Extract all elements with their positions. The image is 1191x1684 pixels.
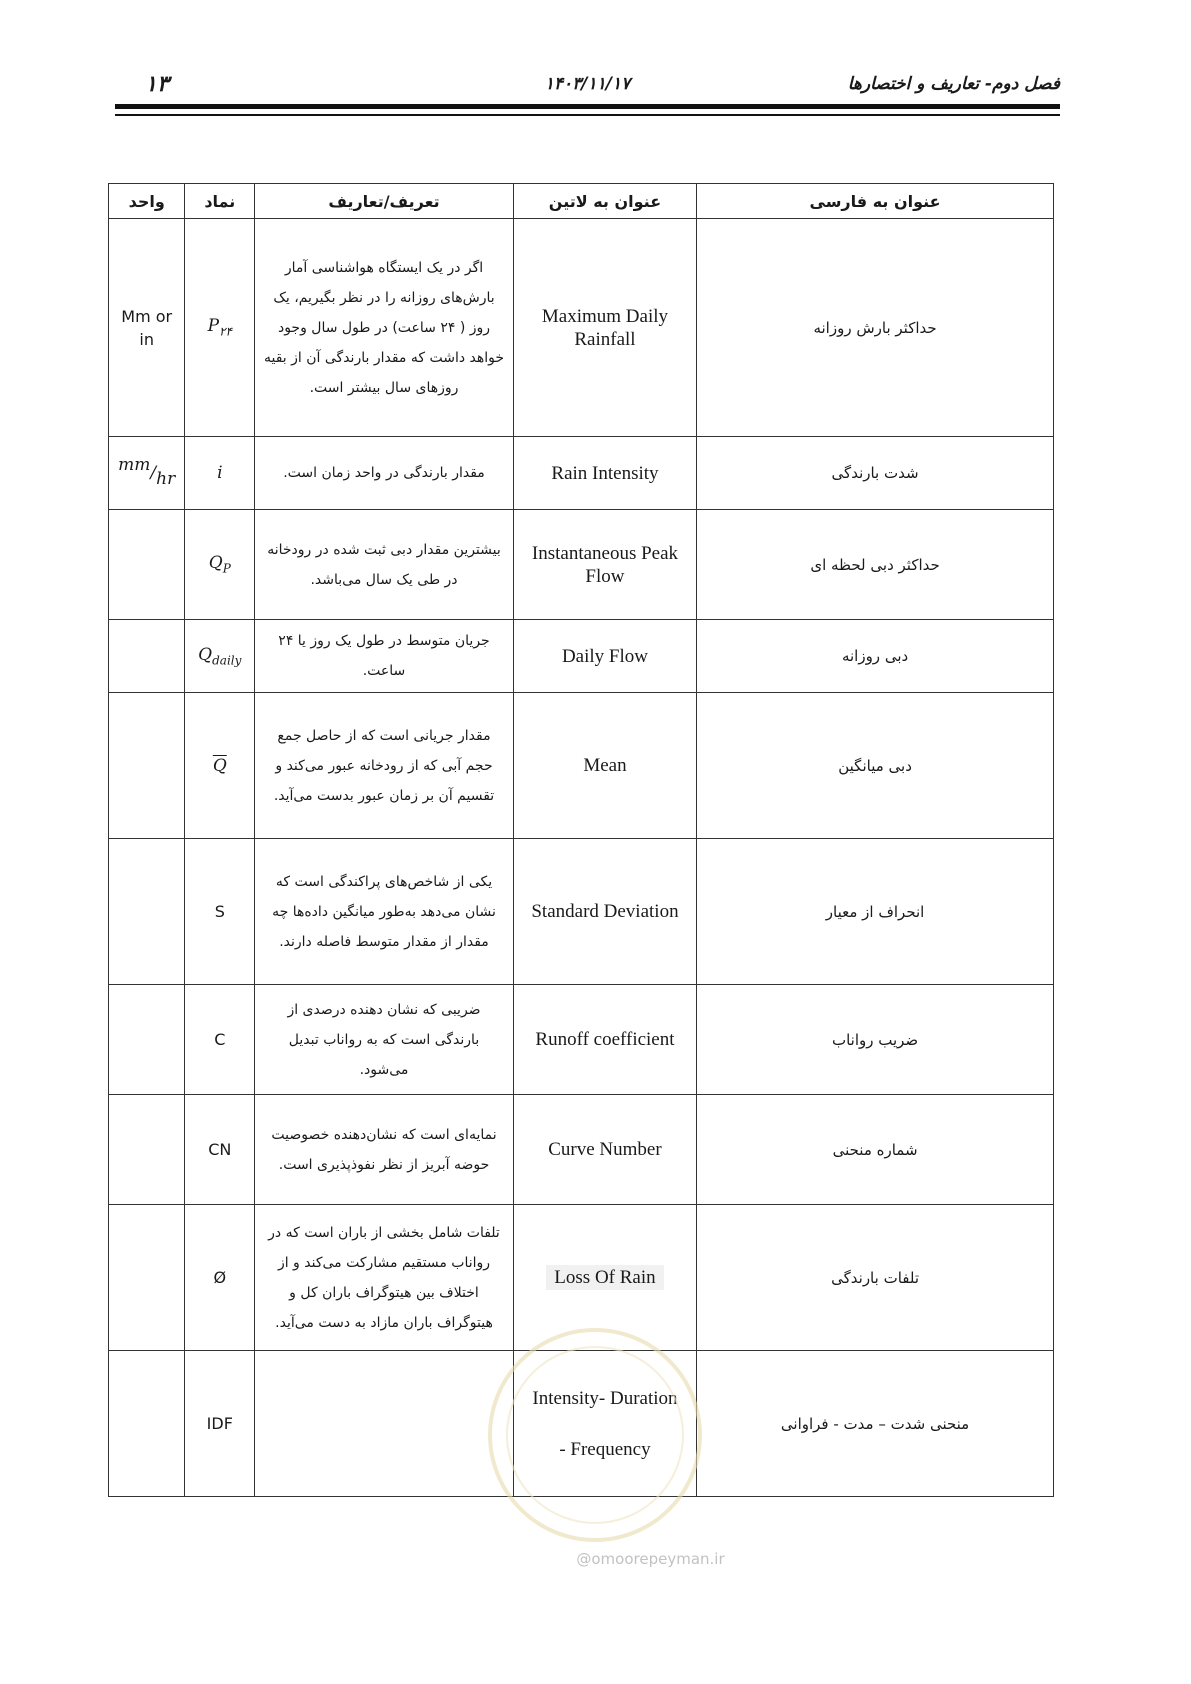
header-symbol: نماد <box>185 184 255 219</box>
symbol-cell: S <box>185 839 255 985</box>
header-farsi: عنوان به فارسی <box>697 184 1054 219</box>
farsi-title-cell: شماره منحنی <box>697 1095 1054 1205</box>
definition-cell: بیشترین مقدار دبی ثبت شده در رودخانه در طی یک سال می‌باشد. <box>255 510 514 620</box>
unit-cell <box>109 620 185 693</box>
latin-title-cell <box>513 1205 696 1351</box>
unit-cell: Mm or in <box>109 219 185 437</box>
table-row <box>109 839 1054 985</box>
symbol-cell: IDF <box>185 1351 255 1497</box>
definition-cell: ضریبی که نشان دهنده درصدی از بارندگی است که به رواناب تبدیل می‌شود. <box>255 985 514 1095</box>
unit-cell <box>109 1095 185 1205</box>
definition-cell: مقدار بارندگی در واحد زمان است. <box>255 437 514 510</box>
table-row <box>109 510 1054 620</box>
latin-title-cell: Runoff coefficient <box>513 985 696 1095</box>
definition-cell: اگر در یک ایستگاه هواشناسی آمار بارش‌های روزانه را در نظر بگیریم، یک روز ( ۲۴ ساعت) در طول سال وجود خواهد داشت که مقدار بارندگی آن از بقیه روزهای سال بیشتر است. <box>255 219 514 437</box>
symbol-cell <box>185 620 255 693</box>
latin-title-line-2: - Frequency <box>559 1438 651 1460</box>
header-unit: واحد <box>109 184 185 219</box>
definitions-table <box>108 183 1054 1497</box>
definition-cell: جریان متوسط در طول یک روز یا ۲۴ ساعت. <box>255 620 514 693</box>
watermark-site: @omoorepeyman.ir <box>576 1550 725 1568</box>
latin-title-cell <box>513 1351 696 1497</box>
table-row <box>109 437 1054 510</box>
symbol-cell <box>185 510 255 620</box>
farsi-title-cell: ضریب رواناب <box>697 985 1054 1095</box>
farsi-title-cell: حداکثر دبی لحظه ای <box>697 510 1054 620</box>
symbol-base: Q <box>198 644 213 665</box>
latin-title-cell: Daily Flow <box>513 620 696 693</box>
unit-numerator: mm <box>118 455 151 475</box>
farsi-title-cell: دبی میانگین <box>697 693 1054 839</box>
page-header <box>115 72 1060 102</box>
latin-title-cell: Mean <box>513 693 696 839</box>
header-rule-thin <box>115 114 1060 116</box>
unit-cell <box>109 510 185 620</box>
latin-title-cell: Instantaneous Peak Flow <box>513 510 696 620</box>
symbol-sub: daily <box>212 653 242 668</box>
unit-denominator: hr <box>156 469 176 489</box>
definition-cell: مقدار جریانی است که از حاصل جمع حجم آبی که از رودخانه عبور می‌کند و تقسیم آن بر زمان عبور بدست می‌آید. <box>255 693 514 839</box>
symbol-base: P <box>207 316 220 337</box>
definition-cell: یکی از شاخص‌های پراکندگی است که نشان می‌دهد به‌طور میانگین داده‌ها چه مقدار از مقدار متوسط فاصله دارند. <box>255 839 514 985</box>
farsi-title-cell: حداکثر بارش روزانه <box>697 219 1054 437</box>
latin-title-cell: Maximum Daily Rainfall <box>513 219 696 437</box>
definition-cell: نمایه‌ای است که نشان‌دهنده خصوصیت حوضه آبریز از نظر نفوذپذیری است. <box>255 1095 514 1205</box>
unit-cell <box>109 437 185 510</box>
definition-cell <box>255 1351 514 1497</box>
unit-cell <box>109 693 185 839</box>
unit-cell <box>109 1205 185 1351</box>
farsi-title-cell: دبی روزانه <box>697 620 1054 693</box>
chapter-title: فصل دوم- تعاریف و اختصارها <box>847 74 1060 94</box>
latin-title-cell: Rain Intensity <box>513 437 696 510</box>
header-definition: تعریف/تعاریف <box>255 184 514 219</box>
symbol-sub: ۲۴ <box>219 324 232 339</box>
symbol-cell <box>185 693 255 839</box>
header-latin: عنوان به لاتین <box>513 184 696 219</box>
header-date: ۱۴۰۳/۱۱/۱۷ <box>544 74 631 94</box>
latin-title-line-1: Intensity- Duration <box>532 1387 678 1409</box>
symbol-cell: C <box>185 985 255 1095</box>
symbol-cell <box>185 219 255 437</box>
definition-cell: تلفات شامل بخشی از باران است که در رواناب مستقیم مشارکت می‌کند و از اختلاف بین هیتوگراف باران کل و هیتوگراف باران مازاد به دست می‌آید. <box>255 1205 514 1351</box>
farsi-title-cell: انحراف از معیار <box>697 839 1054 985</box>
table-row <box>109 1095 1054 1205</box>
table-row <box>109 985 1054 1095</box>
header-rule-thick <box>115 104 1060 109</box>
table-row <box>109 693 1054 839</box>
latin-title-cell: Curve Number <box>513 1095 696 1205</box>
symbol-base: Q <box>208 553 223 574</box>
unit-fraction: mm/hr <box>118 455 176 489</box>
unit-cell <box>109 985 185 1095</box>
page-number: ۱۳ <box>145 72 169 97</box>
symbol-cell: i <box>185 437 255 510</box>
table-row <box>109 1351 1054 1497</box>
farsi-title-cell: تلفات بارندگی <box>697 1205 1054 1351</box>
symbol-cell: CN <box>185 1095 255 1205</box>
symbol-mean: $\overline{Q}$ <box>212 755 227 776</box>
table-row <box>109 219 1054 437</box>
symbol-sub: P <box>222 561 231 576</box>
latin-title-text: Loss Of Rain <box>546 1265 663 1290</box>
farsi-title-cell: شدت بارندگی <box>697 437 1054 510</box>
latin-title-cell: Standard Deviation <box>513 839 696 985</box>
table-header-row <box>109 184 1054 219</box>
table-row <box>109 620 1054 693</box>
farsi-title-cell: منحنی شدت – مدت - فراوانی <box>697 1351 1054 1497</box>
unit-cell <box>109 839 185 985</box>
symbol-cell: Ø <box>185 1205 255 1351</box>
table-row <box>109 1205 1054 1351</box>
unit-cell <box>109 1351 185 1497</box>
